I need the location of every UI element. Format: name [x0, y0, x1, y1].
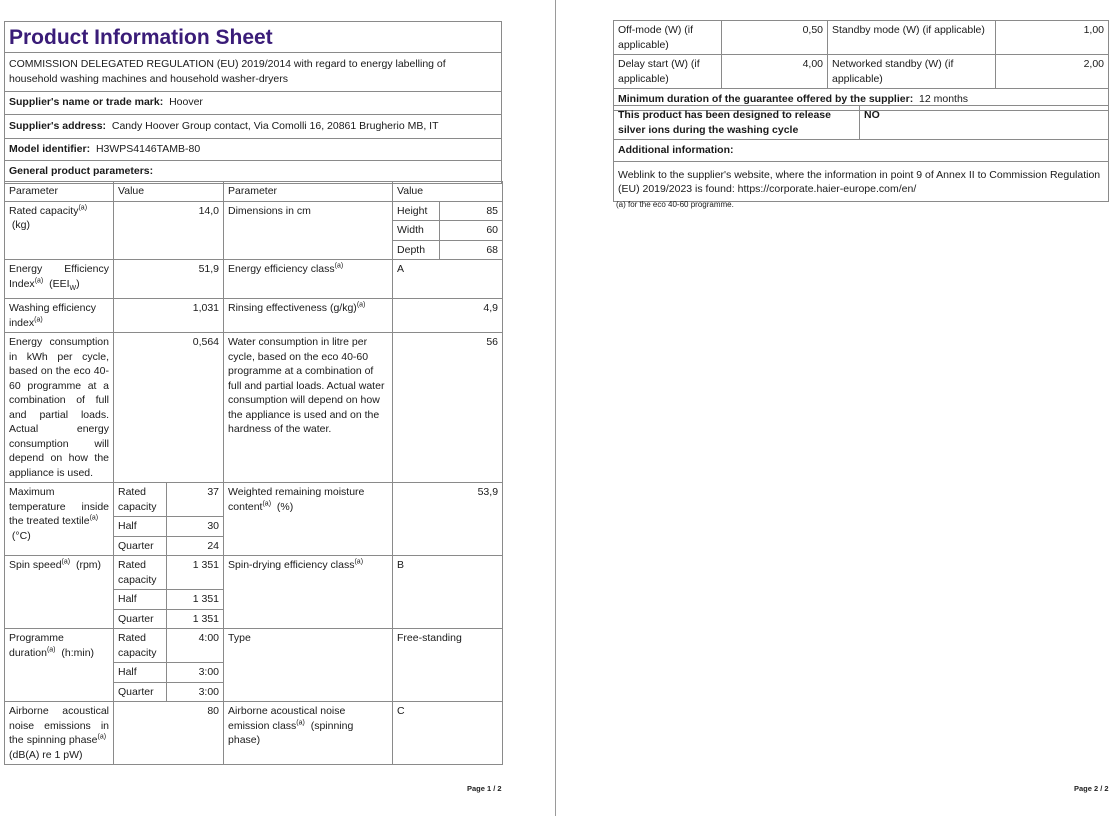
energy-consumption-label: Energy consumption in kWh per cycle, based on the eco 40-60 programme at a combination of full and partial loads. Actual energy consumption will depend on how the appliance is used. [5, 333, 114, 483]
off-mode-value: 0,50 [722, 21, 828, 55]
table-row [5, 702, 503, 765]
delay-label: Delay start (W) (if applicable) [614, 55, 722, 89]
energy-consumption-value: 0,564 [114, 333, 224, 483]
programme-rated-value: 4:00 [167, 629, 224, 663]
programme-label: Programme duration$^{(a)}$ (h:min) [5, 629, 114, 702]
type-label: Type [224, 629, 393, 702]
general-parameters-label: General product parameters: [5, 160, 502, 184]
spin-rated-label: Rated capacity [114, 556, 167, 590]
moisture-label: Weighted remaining moisture content$^{(a)}$ (%) [224, 483, 393, 556]
table-row [5, 260, 503, 299]
additional-info-label: Additional information: [614, 140, 1109, 162]
standby-value: 1,00 [996, 21, 1109, 55]
regulation-text: COMMISSION DELEGATED REGULATION (EU) 2019/2014 with regard to energy labelling of household washing machines and household washer-dryers [5, 53, 502, 92]
header-row [5, 182, 503, 202]
guarantee-label: Minimum duration of the guarantee offered by the supplier: [618, 93, 914, 105]
programme-quarter-value: 3:00 [167, 682, 224, 702]
rinsing-value: 4,9 [393, 299, 503, 333]
spin-quarter-label: Quarter [114, 609, 167, 629]
programme-half-value: 3:00 [167, 663, 224, 683]
power-table [613, 20, 1109, 111]
address-row [5, 114, 502, 139]
document-page-1 [0, 0, 556, 816]
energy-class-label: Energy efficiency class$^{(a)}$ [224, 260, 393, 299]
max-temp-label: Maximum temperature inside the treated textile$^{(a)}$ (°C) [5, 483, 114, 556]
eei-value: 51,9 [114, 260, 224, 299]
value-header: Value [114, 182, 224, 202]
programme-quarter-label: Quarter [114, 682, 167, 702]
spin-rated-value: 1 351 [167, 556, 224, 590]
max-temp-half-value: 30 [167, 517, 224, 537]
washing-value: 1,031 [114, 299, 224, 333]
max-temp-rated-value: 37 [167, 483, 224, 517]
rinsing-label: Rinsing effectiveness $(g/kg)^{(a)}$ [224, 299, 393, 333]
noise-label: Airborne acoustical noise emissions in the spinning phase$^{(a)}$ (dB(A) re 1 pW) [5, 702, 114, 765]
spin-half-value: 1 351 [167, 590, 224, 610]
noise-class-value: C [393, 702, 503, 765]
page-divider [555, 0, 556, 816]
noise-class-label: Airborne acoustical noise emission class$^{(a)}$ (spinning phase) [224, 702, 393, 765]
table-row [5, 201, 503, 221]
networked-label: Networked standby (W) (if applicable) [828, 55, 996, 89]
max-temp-quarter-label: Quarter [114, 536, 167, 556]
rated-capacity-label: Rated capacity$^{(a)}$ (kg) [5, 201, 114, 260]
address-label: Supplier's address: [9, 119, 107, 132]
rated-capacity-value: 14,0 [114, 201, 224, 260]
document-page-2 [557, 0, 1113, 816]
guarantee-value: 12 months [919, 93, 969, 105]
washing-label: Washing efficiency index$^{(a)}$ [5, 299, 114, 333]
product-info-header-table [4, 21, 502, 184]
param-header: Parameter [5, 182, 114, 202]
height-label: Height [393, 201, 440, 221]
spin-class-value: B [393, 556, 503, 629]
dimensions-label: Dimensions in cm [224, 201, 393, 260]
table-row [5, 483, 503, 517]
width-value: 60 [440, 221, 503, 241]
table-row [5, 556, 503, 590]
address-value: Candy Hoover Group contact, Via Comolli 16, 20861 Brugherio MB, IT [111, 119, 439, 132]
noise-value: 80 [114, 702, 224, 765]
energy-class-value: A [393, 260, 503, 299]
eei-label: Energy Efficiency Index$^{(a)}$ $(EEI_W)$ [5, 260, 114, 299]
programme-half-label: Half [114, 663, 167, 683]
type-value: Free-standing [393, 629, 503, 702]
general-parameters-table [4, 181, 503, 765]
table-row [614, 21, 1109, 55]
model-value: H3WPS4146TAMB-80 [95, 143, 201, 155]
spin-half-label: Half [114, 590, 167, 610]
table-row [5, 299, 503, 333]
param-header-2: Parameter [224, 182, 393, 202]
off-mode-label: Off-mode (W) (if applicable) [614, 21, 722, 55]
footnote: (a) for the eco 40-60 programme. [616, 200, 734, 209]
delay-value: 4,00 [722, 55, 828, 89]
supplier-value: Hoover [169, 96, 203, 108]
height-value: 85 [440, 201, 503, 221]
spin-speed-label: Spin speed$^{(a)}$ (rpm) [5, 556, 114, 629]
depth-label: Depth [393, 240, 440, 260]
page-title: Product Information Sheet [5, 22, 502, 53]
max-temp-half-label: Half [114, 517, 167, 537]
table-row [5, 629, 503, 663]
water-consumption-label: Water consumption in litre per cycle, based on the eco 40-60 programme at a combination of full and partial loads. Actual water consumption will depend on how the appliance is used and on the hardness of the water. [224, 333, 393, 483]
programme-rated-label: Rated capacity [114, 629, 167, 663]
supplier-row [5, 92, 502, 115]
page-number-2: Page 2 / 2 [1074, 784, 1109, 793]
table-row [5, 333, 503, 483]
max-temp-rated-label: Rated capacity [114, 483, 167, 517]
spin-quarter-value: 1 351 [167, 609, 224, 629]
silver-value: NO [860, 106, 1109, 140]
page-number-1: Page 1 / 2 [467, 784, 502, 793]
standby-label: Standby mode (W) (if applicable) [828, 21, 996, 55]
moisture-value: 53,9 [393, 483, 503, 556]
model-row [5, 139, 502, 161]
table-row [614, 55, 1109, 89]
weblink-text: Weblink to the supplier's website, where the information in point 9 of Annex II to Commission Regulation (EU) 2019/2023 is found: https://corporate.haier-europe.com/en/ [614, 161, 1109, 201]
supplier-label: Supplier's name or trade mark: [9, 96, 164, 108]
silver-table [613, 105, 1109, 202]
silver-label: This product has been designed to release silver ions during the washing cycle [614, 106, 860, 140]
max-temp-quarter-value: 24 [167, 536, 224, 556]
networked-value: 2,00 [996, 55, 1109, 89]
model-label: Model identifier: [9, 143, 91, 155]
water-consumption-value: 56 [393, 333, 503, 483]
value-header-2: Value [393, 182, 503, 202]
depth-value: 68 [440, 240, 503, 260]
silver-row [614, 106, 1109, 140]
spin-class-label: Spin-drying efficiency class$^{(a)}$ [224, 556, 393, 629]
width-label: Width [393, 221, 440, 241]
